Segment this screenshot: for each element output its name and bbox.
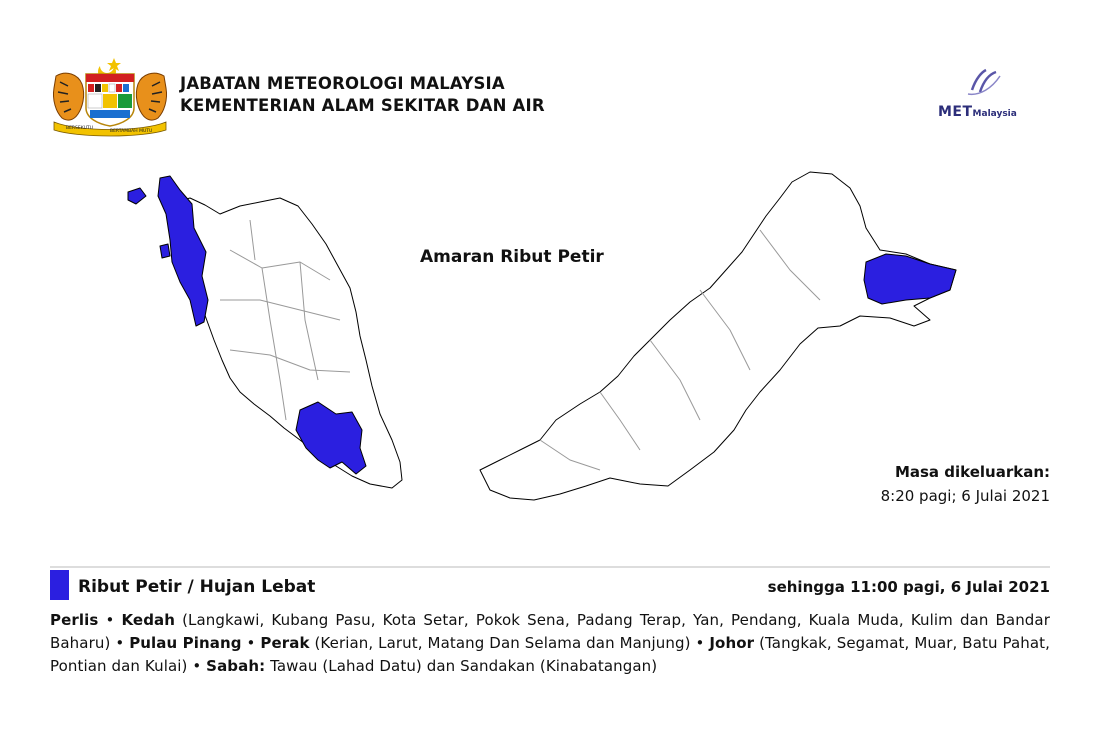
issued-value: 8:20 pagi; 6 Julai 2021 <box>880 487 1050 505</box>
borneo-malaysia <box>480 172 956 500</box>
crest-scroll-left: BERSEKUTU <box>66 126 93 131</box>
crest-scroll-right: BERTAMBAH MUTU <box>110 129 153 134</box>
area-name: Kedah <box>121 611 176 629</box>
area-name: Sabah: <box>206 657 266 675</box>
area-name: Perlis <box>50 611 99 629</box>
area-detail: (Kerian, Larut, Matang Dan Selama dan Manjung) <box>314 634 691 652</box>
issued-label: Masa dikeluarkan: <box>894 463 1050 481</box>
section-divider <box>50 566 1050 568</box>
ministry-name: KEMENTERIAN ALAM SEKITAR DAN AIR <box>180 96 545 115</box>
area-detail: Tawau (Lahad Datu) dan Sandakan (Kinabatangan) <box>270 657 658 675</box>
warning-region-sabah <box>864 254 956 304</box>
met-logo-main: MET <box>938 104 973 120</box>
coat-of-arms-icon <box>48 56 172 138</box>
met-logo-text <box>938 104 1017 120</box>
peninsular-malaysia <box>176 198 402 488</box>
legend-swatch <box>50 570 69 600</box>
met-logo-sub: Malaysia <box>972 109 1017 119</box>
warning-region-langkawi <box>128 188 146 204</box>
area-name: Perak <box>260 634 310 652</box>
area-name: Pulau Pinang <box>129 634 242 652</box>
org-name: JABATAN METEOROLOGI MALAYSIA <box>180 74 505 93</box>
org-header <box>180 73 545 117</box>
area-detail: (Langkawi, Kubang Pasu, Kota Setar, Pokok Sena, Padang Terap, Yan, Pendang, Kuala Muda, Kulim dan Bandar Baharu) <box>50 611 1050 652</box>
area-detail: (Tangkak, Segamat, Muar, Batu Pahat, Pontian dan Kulai) <box>50 634 1050 675</box>
warning-region-pulau-pinang <box>160 244 170 258</box>
valid-until: sehingga 11:00 pagi, 6 Julai 2021 <box>767 578 1050 596</box>
legend-label: Ribut Petir / Hujan Lebat <box>78 577 316 597</box>
area-name: Johor <box>709 634 755 652</box>
issued-time <box>881 460 1050 508</box>
map-title: Amaran Ribut Petir <box>420 247 604 267</box>
warning-areas: Perlis • Kedah (Langkawi, Kubang Pasu, Kota Setar, Pokok Sena, Padang Terap, Yan, Pendang, Kuala Muda, Kulim dan Bandar Baharu) • Pulau Pinang • Perak (Kerian, Larut, Matang Dan Selama dan Manjung) • Johor (Tangkak, Segamat, Muar, Batu Pahat, Pontian dan Kulai) • Sabah: Tawau (Lahad Datu) dan Sandakan (Kinabatangan) <box>50 611 1050 675</box>
